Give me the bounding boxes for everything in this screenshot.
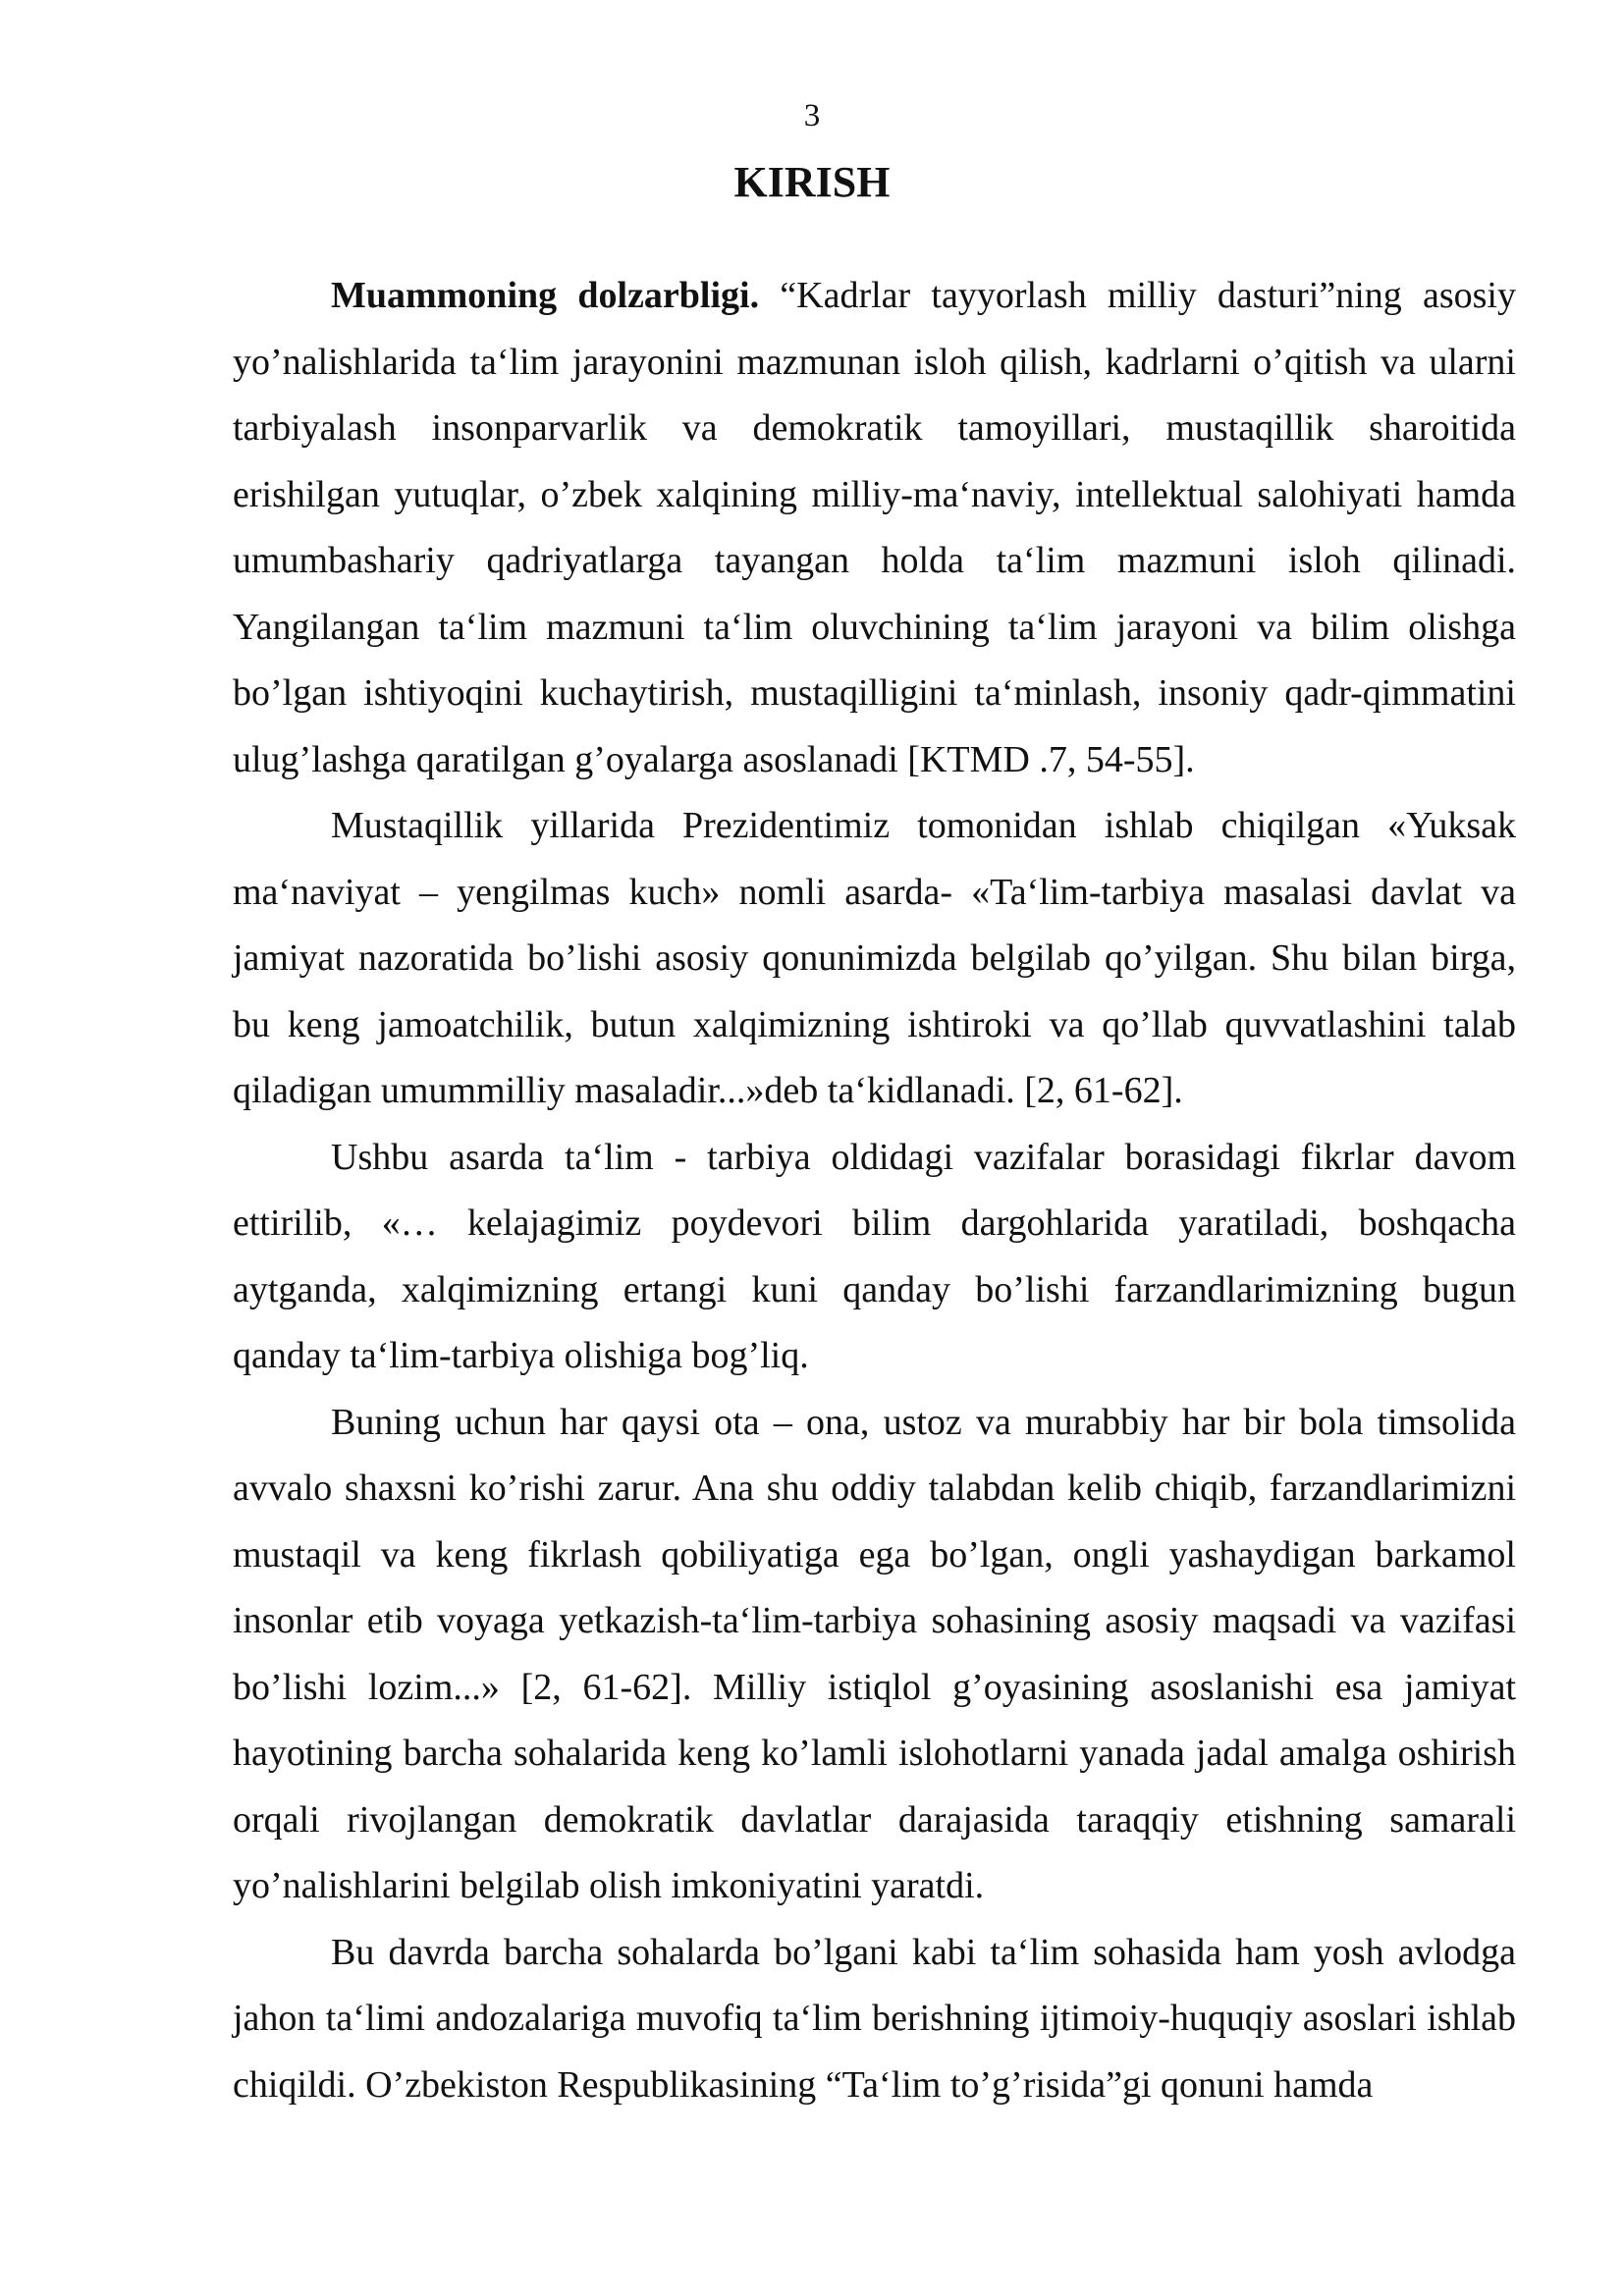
paragraph-3: Ushbu asarda ta‘lim - tarbiya oldidagi vazifalar borasidagi fikrlar davom ettirilib, «… kelajagimiz poydevori bilim dargohlarida yaratiladi, boshqacha aytganda, xalqimizning ertangi kuni qanday bo’lishi farzandlarimizning bugun qanday ta‘lim-tarbiya olishiga bog’liq.: [233, 1136, 1516, 1376]
section-heading: KIRISH: [733, 158, 891, 206]
paragraph-5: Bu davrda barcha sohalarda bo’lgani kabi ta‘lim sohasida ham yosh avlodga jahon ta‘limi andozalariga muvofiq ta‘lim berishning ijtimoiy-huquqiy asoslari ishlab chiqildi. O’zbekiston Respublikasining “Ta‘lim to’g’risida”gi qonuni hamda: [233, 1931, 1516, 2106]
paragraph-4: Buning uchun har qaysi ota – ona, ustoz va murabbiy har bir bola timsolida avvalo shaxsni ko’rishi zarur. Ana shu oddiy talabdan kelib chiqib, farzandlarimizni mustaqil va keng fikrlash qobiliyatiga ega bo’lgan, ongli yashaydigan barkamol insonlar etib voyaga yetkazish-ta‘lim-tarbiya sohasining asosiy maqsadi va vazifasi bo’lishi lozim...» [2, 61-62]. Milliy istiqlol g’oyasining asoslanishi esa jamiyat hayotining barcha sohalarida keng ko’lamli islohotlarni yanada jadal amalga oshirish orqali rivojlangan demokratik davlatlar darajasida taraqqiy etishning samarali yo’nalishlarini belgilab olish imkoniyatini yaratdi.: [233, 1401, 1516, 1906]
paragraph-text: “Kadrlar tayyorlash milliy dasturi”ning asosiy yo’nalishlarida ta‘lim jarayonini mazmunan isloh qilish, kadrlarni o’qitish va ularni tarbiyalash insonparvarlik va demokratik tamoyillari, mustaqillik sharoitida erishilgan yutuqlar, o’zbek xalqining milliy-ma‘naviy, intellektual salohiyati hamda umumbashariy qadriyatlarga tayangan holda ta‘lim mazmuni isloh qilinadi. Yangilangan ta‘lim mazmuni ta‘lim oluvchining ta‘lim jarayoni va bilim olishga bo’lgan ishtiyoqini kuchaytirish, mustaqilligini ta‘minlash, insoniy qadr-qimmatini ulug’lashga qaratilgan g’oyalarga asoslanadi [KTMD .7, 54-55].: [233, 275, 1516, 780]
document-body: [233, 263, 1516, 2118]
page-number: 3: [803, 98, 821, 133]
paragraph-1: [233, 263, 1516, 793]
paragraph-2: Mustaqillik yillarida Prezidentimiz tomonidan ishlab chiqilgan «Yuksak ma‘naviyat – yengilmas kuch» nomli asarda- «Ta‘lim-tarbiya masalasi davlat va jamiyat nazoratida bo’lishi asosiy qonunimizda belgilab qo’yilgan. Shu bilan birga, bu keng jamoatchilik, butun xalqimizning ishtiroki va qo’llab quvvatlashini talab qiladigan umummilliy masaladir...»deb ta‘kidlanadi. [2, 61-62].: [233, 805, 1516, 1111]
paragraph-lead: Muammoning dolzarbligi.: [331, 275, 760, 316]
